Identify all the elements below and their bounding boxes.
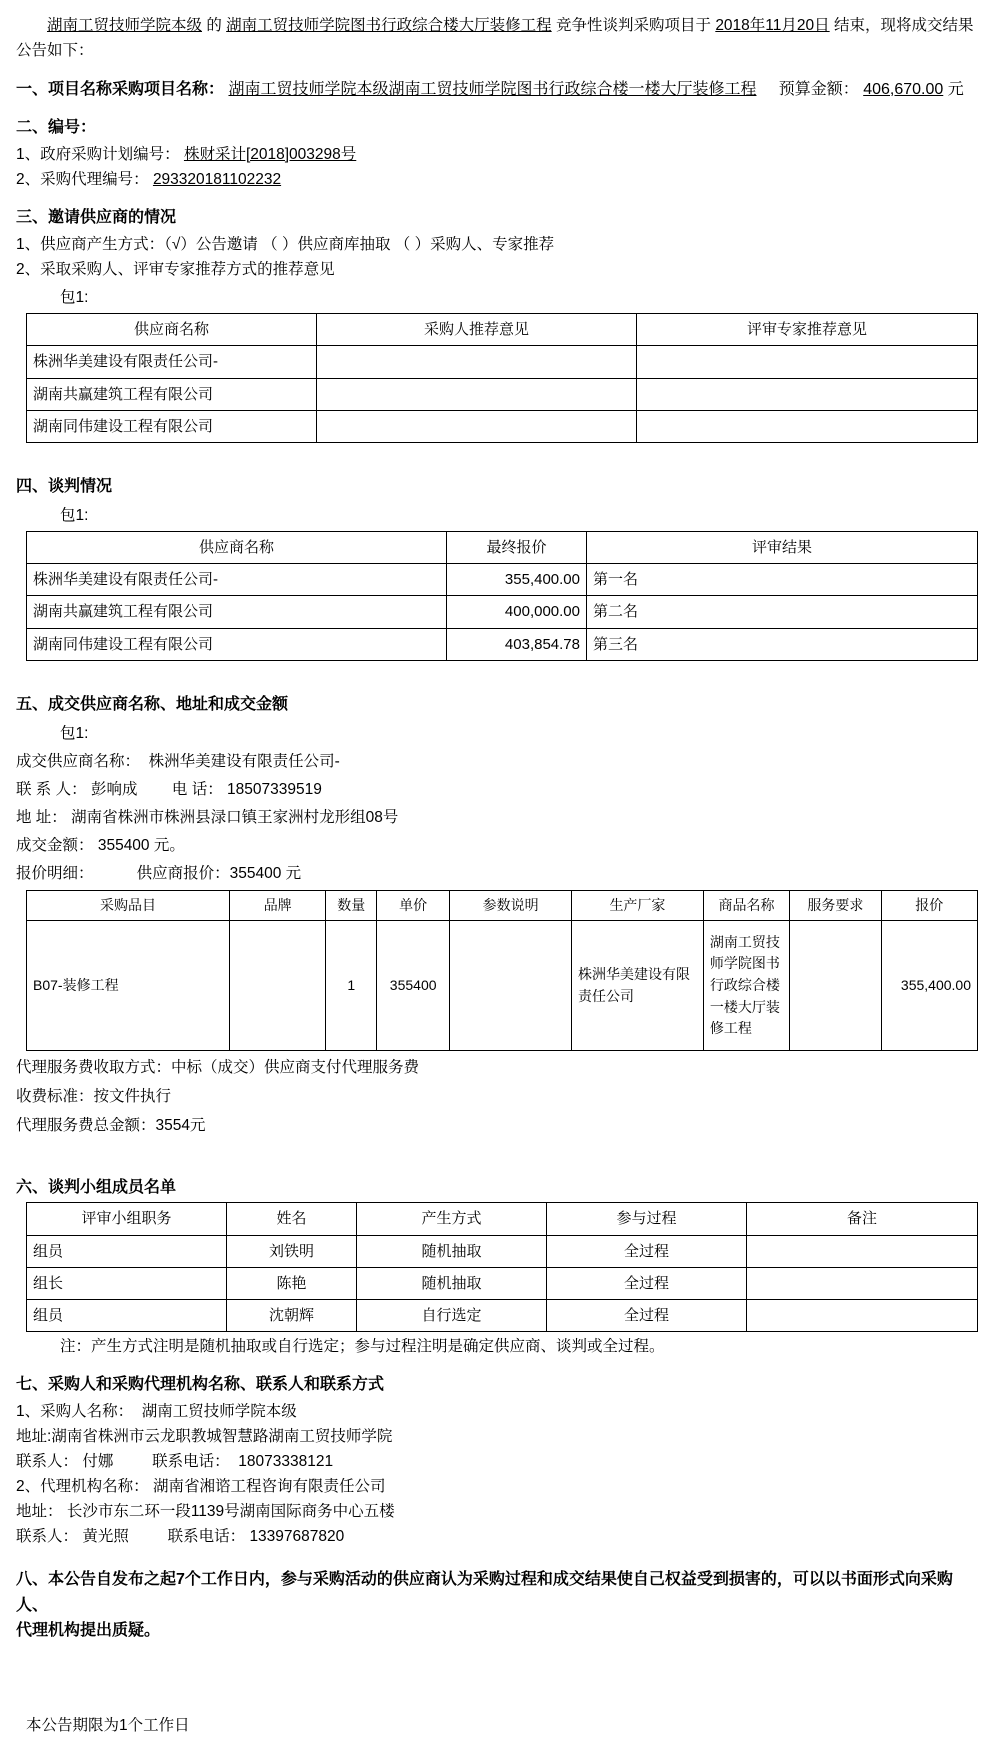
agency-number-value: 293320181102232 bbox=[152, 171, 282, 189]
invited-suppliers-table bbox=[26, 313, 978, 443]
winning-supplier-value: 株洲华美建设有限责任公司- bbox=[148, 752, 340, 770]
cell-params bbox=[450, 921, 572, 1051]
buyer-address-label: 地址: bbox=[16, 1428, 52, 1446]
award-amount-value: 355400 元。 bbox=[97, 836, 185, 854]
col-role: 评审小组职务 bbox=[27, 1203, 227, 1235]
buyer-name-row bbox=[16, 1400, 981, 1424]
table-row bbox=[27, 378, 978, 410]
intro-paragraph bbox=[16, 14, 981, 64]
cell-supplier-name: 湖南共赢建筑工程有限公司 bbox=[27, 596, 447, 628]
cell-brand bbox=[229, 921, 325, 1051]
col-manufacturer: 生产厂家 bbox=[571, 890, 703, 921]
agency-address-row bbox=[16, 1500, 981, 1524]
col-price: 报价 bbox=[881, 890, 977, 921]
col-buyer-opinion: 采购人推荐意见 bbox=[317, 314, 637, 346]
col-selection-method: 产生方式 bbox=[357, 1203, 547, 1235]
plan-number-label: 1、政府采购计划编号： bbox=[16, 146, 180, 164]
section-8 bbox=[16, 1567, 981, 1644]
cell-role: 组长 bbox=[27, 1267, 227, 1299]
plan-number-row bbox=[16, 143, 981, 167]
contact-phone-label: 电 话： bbox=[171, 780, 223, 798]
buyer-name-label: 1、采购人名称： bbox=[16, 1403, 134, 1421]
plan-number-value: 株财采计[2018]003298号 bbox=[183, 146, 357, 164]
agency-phone-label: 联系电话： bbox=[167, 1528, 246, 1546]
section-8-line1: 八、本公告自发布之起7个工作日内，参与采购活动的供应商认为采购过程和成交结果使自己权益受到损害的，可以以书面形式向采购人、 bbox=[16, 1571, 953, 1614]
col-participation: 参与过程 bbox=[547, 1203, 747, 1235]
table-row bbox=[27, 1267, 978, 1299]
cell-manufacturer: 株洲华美建设有限责任公司 bbox=[571, 921, 703, 1051]
agency-address-label: 地址： bbox=[16, 1503, 63, 1521]
budget-label: 预算金额： bbox=[778, 80, 859, 98]
cell-supplier-name: 湖南共赢建筑工程有限公司 bbox=[27, 378, 317, 410]
cell-expert-opinion bbox=[637, 410, 978, 442]
cell-supplier-name: 湖南同伟建设工程有限公司 bbox=[27, 628, 447, 660]
cell-buyer-opinion bbox=[317, 378, 637, 410]
section-1-heading: 一、项目名称采购项目名称： bbox=[16, 80, 225, 98]
section-2-heading: 二、编号： bbox=[16, 119, 97, 137]
col-supplier-name: 供应商名称 bbox=[27, 314, 317, 346]
supplier-address-row bbox=[16, 806, 981, 830]
buyer-contact-value: 付娜 bbox=[82, 1453, 114, 1471]
cell-selection-method: 自行选定 bbox=[357, 1300, 547, 1332]
negotiation-members-table bbox=[26, 1202, 978, 1332]
members-note: 注：产生方式注明是随机抽取或自行选定；参与过程注明是确定供应商、谈判或全过程。 bbox=[60, 1338, 665, 1356]
table-header-row bbox=[27, 531, 978, 563]
agency-number-row bbox=[16, 168, 981, 192]
cell-supplier-name: 湖南同伟建设工程有限公司 bbox=[27, 410, 317, 442]
supplier-source-line: 1、供应商产生方式：（√）公告邀请 （ ）供应商库抽取 （ ）采购人、专家推荐 bbox=[16, 236, 555, 254]
agency-name-value: 湖南省湘谘工程咨询有限责任公司 bbox=[152, 1478, 386, 1496]
cell-supplier-name: 株洲华美建设有限责任公司- bbox=[27, 346, 317, 378]
quote-detail-row bbox=[16, 862, 981, 886]
col-review-result: 评审结果 bbox=[587, 531, 978, 563]
table-row bbox=[27, 564, 978, 596]
agency-contact-value: 黄光照 bbox=[82, 1528, 129, 1546]
cell-review-result: 第三名 bbox=[587, 628, 978, 660]
quote-detail-label: 报价明细： bbox=[16, 864, 94, 882]
contact-person-value: 彭响成 bbox=[90, 780, 138, 798]
agency-name-row bbox=[16, 1475, 981, 1499]
agency-number-label: 2、采购代理编号： bbox=[16, 171, 149, 189]
cell-expert-opinion bbox=[637, 378, 978, 410]
cell-final-price: 355,400.00 bbox=[447, 564, 587, 596]
section-3-heading: 三、邀请供应商的情况 bbox=[16, 209, 177, 227]
agency-phone-value: 13397687820 bbox=[249, 1528, 345, 1546]
col-remark: 备注 bbox=[747, 1203, 978, 1235]
winning-supplier-row bbox=[16, 750, 981, 774]
cell-name: 沈朝辉 bbox=[227, 1300, 357, 1332]
section-6-heading: 六、谈判小组成员名单 bbox=[16, 1178, 177, 1196]
section-1 bbox=[16, 78, 981, 103]
table-row bbox=[27, 410, 978, 442]
col-item: 采购品目 bbox=[27, 890, 230, 921]
cell-participation: 全过程 bbox=[547, 1267, 747, 1299]
table-row bbox=[27, 346, 978, 378]
cell-remark bbox=[747, 1267, 978, 1299]
cell-buyer-opinion bbox=[317, 346, 637, 378]
section-5-package-label: 包1: bbox=[60, 724, 89, 742]
col-expert-opinion: 评审专家推荐意见 bbox=[637, 314, 978, 346]
announcement-period: 本公告期限为1个工作日 bbox=[26, 1716, 190, 1734]
buyer-contact-label: 联系人： bbox=[16, 1453, 79, 1471]
budget-value: 406,670.00 bbox=[863, 80, 944, 98]
supplier-address-value: 湖南省株洲市株洲县渌口镇王家洲村龙形组08号 bbox=[71, 808, 399, 826]
buyer-address-row bbox=[16, 1425, 981, 1449]
budget-unit: 元 bbox=[947, 80, 964, 98]
cell-final-price: 403,854.78 bbox=[447, 628, 587, 660]
cell-goods-name: 湖南工贸技师学院图书行政综合楼一楼大厅装修工程 bbox=[703, 921, 789, 1051]
section-8-line2: 代理机构提出质疑。 bbox=[16, 1622, 161, 1640]
buyer-address-value: 湖南省株洲市云龙职教城智慧路湖南工贸技师学院 bbox=[51, 1428, 393, 1446]
cell-supplier-name: 株洲华美建设有限责任公司- bbox=[27, 564, 447, 596]
quote-detail-value: 供应商报价：355400 元 bbox=[136, 864, 302, 882]
intro-tail: 结束，现将成交结果公告如下： bbox=[16, 17, 974, 59]
table-row bbox=[27, 921, 978, 1051]
table-header-row bbox=[27, 314, 978, 346]
buyer-phone-value: 18073338121 bbox=[238, 1453, 334, 1471]
fee-standard-line: 收费标准：按文件执行 bbox=[16, 1088, 172, 1106]
cell-unit-price: 355400 bbox=[377, 921, 450, 1051]
buyer-name-value: 湖南工贸技师学院本级 bbox=[141, 1403, 297, 1421]
cell-participation: 全过程 bbox=[547, 1235, 747, 1267]
supplier-address-label: 地 址： bbox=[16, 808, 67, 826]
buyer-contact-row bbox=[16, 1450, 981, 1474]
section-3-package-label: 包1: bbox=[60, 289, 89, 307]
award-amount-row bbox=[16, 834, 981, 858]
award-amount-label: 成交金额： bbox=[16, 836, 94, 854]
col-params: 参数说明 bbox=[450, 890, 572, 921]
cell-review-result: 第一名 bbox=[587, 564, 978, 596]
col-service: 服务要求 bbox=[790, 890, 881, 921]
cell-role: 组员 bbox=[27, 1235, 227, 1267]
cell-name: 陈艳 bbox=[227, 1267, 357, 1299]
cell-review-result: 第二名 bbox=[587, 596, 978, 628]
winning-supplier-label: 成交供应商名称： bbox=[16, 752, 141, 770]
agency-name-label: 2、代理机构名称： bbox=[16, 1478, 149, 1496]
cell-final-price: 400,000.00 bbox=[447, 596, 587, 628]
cell-remark bbox=[747, 1235, 978, 1267]
cell-price: 355,400.00 bbox=[881, 921, 977, 1051]
section-4-heading: 四、谈判情况 bbox=[16, 478, 113, 496]
cell-expert-opinion bbox=[637, 346, 978, 378]
section-5-heading: 五、成交供应商名称、地址和成交金额 bbox=[16, 695, 289, 713]
table-header-row bbox=[27, 890, 978, 921]
negotiation-table bbox=[26, 531, 978, 661]
table-row bbox=[27, 596, 978, 628]
col-final-price: 最终报价 bbox=[447, 531, 587, 563]
cell-selection-method: 随机抽取 bbox=[357, 1235, 547, 1267]
intro-of: 的 bbox=[206, 17, 222, 34]
fee-method-line: 代理服务费收取方式：中标（成交）供应商支付代理服务费 bbox=[16, 1059, 420, 1077]
table-row bbox=[27, 628, 978, 660]
contact-person-row bbox=[16, 778, 981, 802]
col-qty: 数量 bbox=[326, 890, 377, 921]
agency-address-value: 长沙市东二环一段1139号湖南国际商务中心五楼 bbox=[66, 1503, 395, 1521]
contact-person-label: 联 系 人： bbox=[16, 780, 87, 798]
intro-project: 湖南工贸技师学院图书行政综合楼大厅装修工程 bbox=[226, 17, 552, 34]
agency-contact-label: 联系人： bbox=[16, 1528, 79, 1546]
section-4-package-label: 包1: bbox=[60, 506, 89, 524]
table-header-row bbox=[27, 1203, 978, 1235]
fee-total-line: 代理服务费总金额：3554元 bbox=[16, 1117, 206, 1135]
cell-remark bbox=[747, 1300, 978, 1332]
intro-method: 竞争性谈判采购项目于 bbox=[555, 17, 711, 34]
buyer-phone-label: 联系电话： bbox=[152, 1453, 230, 1471]
agency-contact-row bbox=[16, 1525, 981, 1549]
cell-name: 刘铁明 bbox=[227, 1235, 357, 1267]
cell-qty: 1 bbox=[326, 921, 377, 1051]
cell-selection-method: 随机抽取 bbox=[357, 1267, 547, 1299]
contact-phone-value: 18507339519 bbox=[227, 780, 322, 798]
cell-role: 组员 bbox=[27, 1300, 227, 1332]
col-supplier-name: 供应商名称 bbox=[27, 531, 447, 563]
quote-detail-table bbox=[26, 890, 978, 1052]
col-unit-price: 单价 bbox=[377, 890, 450, 921]
cell-buyer-opinion bbox=[317, 410, 637, 442]
section-7-heading: 七、采购人和采购代理机构名称、联系人和联系方式 bbox=[16, 1376, 385, 1394]
section-1-project-name: 湖南工贸技师学院本级湖南工贸技师学院图书行政综合楼一楼大厅装修工程 bbox=[228, 80, 757, 98]
intro-buyer: 湖南工贸技师学院本级 bbox=[47, 17, 203, 34]
table-row bbox=[27, 1300, 978, 1332]
cell-service bbox=[790, 921, 881, 1051]
col-goods-name: 商品名称 bbox=[703, 890, 789, 921]
intro-date: 2018年11月20日 bbox=[715, 17, 830, 34]
col-name: 姓名 bbox=[227, 1203, 357, 1235]
cell-item: B07-装修工程 bbox=[27, 921, 230, 1051]
recommendation-line: 2、采取采购人、评审专家推荐方式的推荐意见 bbox=[16, 261, 335, 279]
table-row bbox=[27, 1235, 978, 1267]
cell-participation: 全过程 bbox=[547, 1300, 747, 1332]
col-brand: 品牌 bbox=[229, 890, 325, 921]
